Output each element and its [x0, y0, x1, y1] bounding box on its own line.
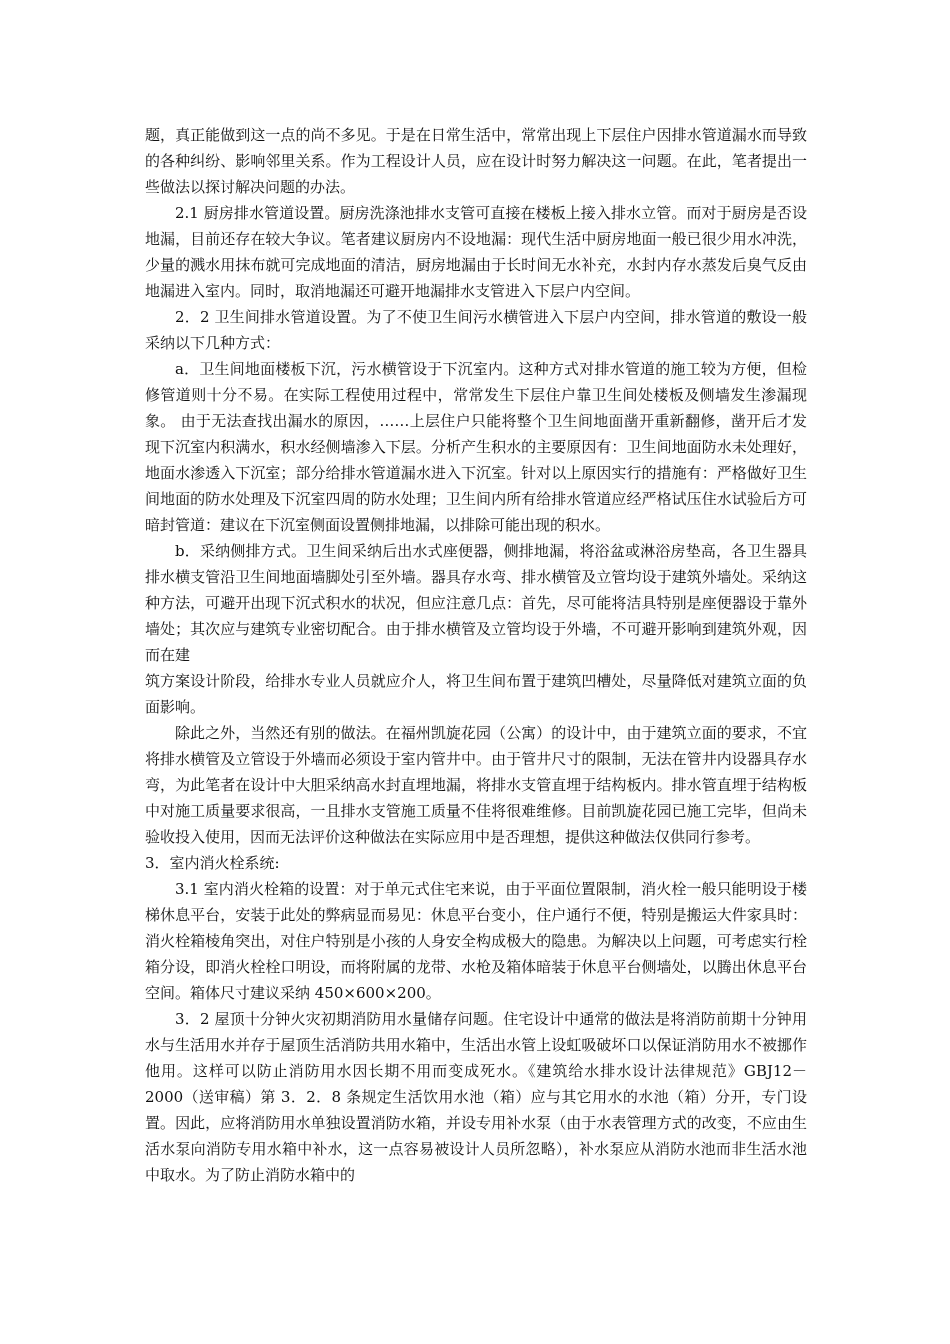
paragraph-option-b: b．采纳侧排方式。卫生间采纳后出水式座便器，侧排地漏，将浴盆或淋浴房垫高，各卫生器具排水横支管沿卫生间地面墙脚处引至外墙。器具存水弯、排水横管及立管均设于建筑外墙处。采纳这种方法，可避开出现下沉式积水的状况，但应注意几点：首先，尽可能将洁具特别是座便器设于靠外墙处；其次应与建筑专业密切配合。由于排水横管及立管均设于外墙，不可避开影响到建筑外观，因而在建: [145, 542, 807, 664]
paragraph-kitchen-drainage: 2.1 厨房排水管道设置。厨房洗涤池排水支管可直接在楼板上接入排水立管。而对于厨房是否设地漏，目前还存在较大争议。笔者建议厨房内不设地漏：现代生活中厨房地面一般已很少用水冲洗，少量的溅水用抹布就可完成地面的清洁，厨房地漏由于长时间无水补充，水封内存水蒸发后臭气反由地漏进入室内。同时，取消地漏还可避开地漏排水支管进入下层户内空间。: [145, 204, 807, 300]
document-page: [145, 122, 807, 1188]
paragraph-other-methods: 除此之外，当然还有别的做法。在福州凯旋花园（公寓）的设计中，由于建筑立面的要求，不宜将排水横管及立管设于外墙而必须设于室内管井中。由于管井尺寸的限制，无法在管井内设器具存水弯，为此笔者在设计中大胆采纳高水封直埋地漏，将排水支管直埋于结构板内。排水管直埋于结构板中对施工质量要求很高，一且排水支管施工质量不佳将很难维修。目前凯旋花园已施工完毕，但尚未验收投入使用，因而无法评价这种做法在实际应用中是否理想，提供这种做法仅供同行参考。: [145, 724, 807, 846]
paragraph-option-a: a．卫生间地面楼板下沉，污水横管设于下沉室内。这种方式对排水管道的施工较为方便，但检修管道则十分不易。在实际工程使用过程中，常常发生下层住户靠卫生间处楼板及侧墙发生渗漏现象。 由于无法查找出漏水的原因，……上层住户只能将整个卫生间地面凿开重新翻修，凿开后才发现下沉室内积满水，积水经侧墙渗入下层。分析产生积水的主要原因有：卫生间地面防水未处理好，地面水渗透入下沉室；部分给排水管道漏水进入下沉室。针对以上原因实行的措施有：严格做好卫生间地面的防水处理及下沉室四周的防水处理；卫生间内所有给排水管道应经严格试压住水试验后方可暗封管道：建议在下沉室侧面设置侧排地漏，以排除可能出现的积水。: [145, 360, 807, 534]
paragraph-option-b-continued: 筑方案设计阶段，给排水专业人员就应介人，将卫生间布置于建筑凹槽处，尽量降低对建筑立面的负面影响。: [145, 672, 807, 716]
paragraph-hydrant-box: 3.1 室内消火栓箱的设置：对于单元式住宅来说，由于平面位置限制，消火栓一般只能明设于楼梯休息平台，安装于此处的弊病显而易见：休息平台变小，住户通行不便，特别是搬运大件家具时：消火栓箱棱角突出，对住户特别是小孩的人身安全构成极大的隐患。为解决以上问题，可考虑实行栓箱分设，即消火栓栓口明设，而将附属的龙带、水枪及箱体暗装于休息平台侧墙处，以腾出休息平台空间。箱体尺寸建议采纳 450×600×200。: [145, 880, 807, 1002]
paragraph-roof-water-storage: 3．2 屋顶十分钟火灾初期消防用水量储存问题。住宅设计中通常的做法是将消防前期十分钟用水与生活用水并存于屋顶生活消防共用水箱中，生活出水管上设虹吸破坏口以保证消防用水不被挪作他用。这样可以防止消防用水因长期不用而变成死水。《建筑给水排水设计法律规范》GBJ12－2000（送审稿）第 3．2．8 条规定生活饮用水池（箱）应与其它用水的水池（箱）分开，专门设置。因此，应将消防用水单独设置消防水箱，并设专用补水泵（由于水表管理方式的改变，不应由生活水泵向消防专用水箱中补水，这一点容易被设计人员所忽略），补水泵应从消防水池而非生活水池中取水。为了防止消防水箱中的: [145, 1010, 807, 1184]
paragraph-intro-continued: 题，真正能做到这一点的尚不多见。于是在日常生活中，常常出现上下层住户因排水管道漏水而导致的各种纠纷、影响邻里关系。作为工程设计人员，应在设计时努力解决这一问题。在此，笔者提出一些做法以探讨解决问题的办法。: [145, 126, 807, 196]
paragraph-bathroom-drainage: 2．2 卫生间排水管道设置。为了不使卫生间污水横管进入下层户内空间，排水管道的敷设一般采纳以下几种方式：: [145, 308, 807, 352]
section-heading-fire-hydrant: 3．室内消火栓系统:: [145, 854, 280, 872]
